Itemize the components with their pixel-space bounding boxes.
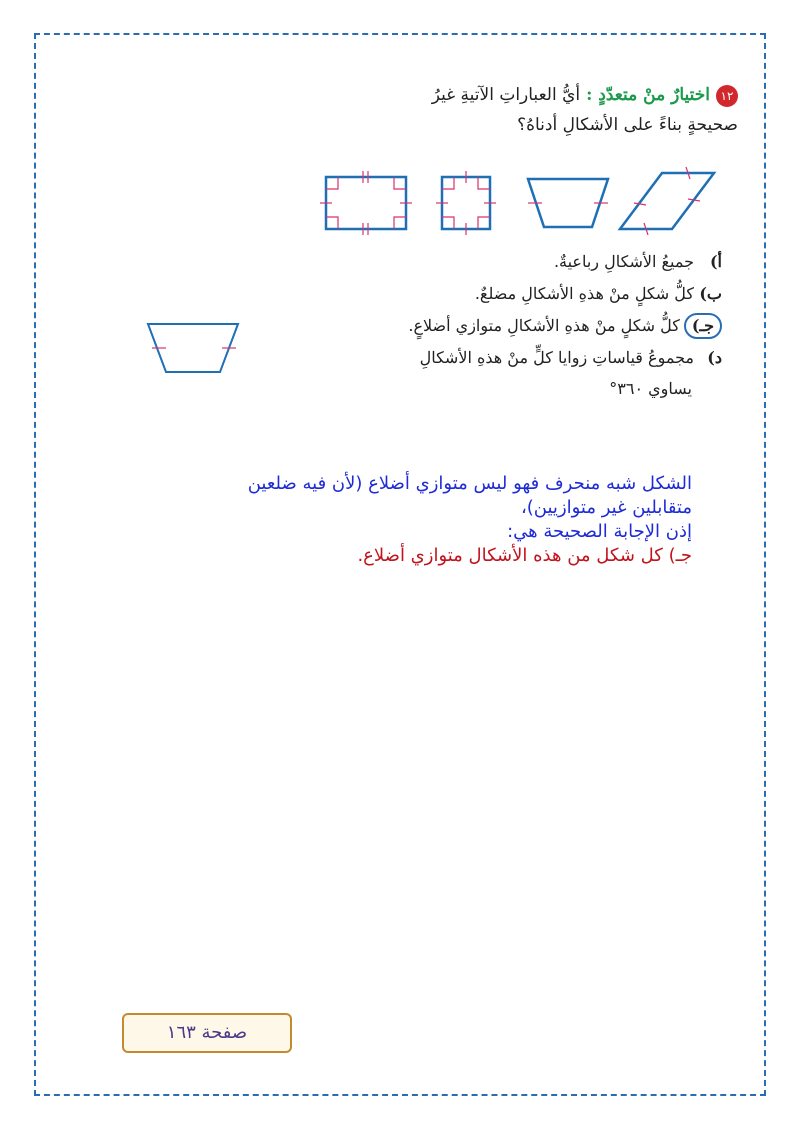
question-line2: صحيحةٍ بناءً على الأشكالِ أدناهُ؟ <box>517 115 738 135</box>
option-d-continuation: يساوي ٣٦٠° <box>609 379 692 398</box>
trapezoid-shape <box>528 179 608 227</box>
option-d[interactable] <box>162 342 722 374</box>
answer-block <box>112 472 692 568</box>
rectangle-shape <box>320 171 412 235</box>
page-number-tab: صفحة ١٦٣ <box>122 1013 292 1053</box>
shapes-figure <box>318 165 718 235</box>
option-a-text: جميعُ الأشكالِ رباعيةٌ. <box>553 252 694 271</box>
question-number: ١٢ <box>716 85 738 107</box>
answer-line2: متقابلين غير متوازيين)، <box>520 497 692 518</box>
answer-line3: إذن الإجابة الصحيحة هي: <box>507 521 692 542</box>
question-tag: اختيارٌ منْ متعدّدٍ : <box>586 85 710 105</box>
options-list <box>162 246 722 404</box>
answer-line4: جـ) كل شكل من هذه الأشكال متوازي أضلاع. <box>357 545 692 566</box>
option-b[interactable] <box>162 278 722 310</box>
option-b-letter: ب) <box>699 284 722 303</box>
option-a-letter: أ) <box>709 252 722 271</box>
square-shape <box>436 171 496 235</box>
option-c[interactable] <box>162 310 722 342</box>
option-c-letter-circled: جـ) <box>684 313 722 339</box>
option-b-text: كلُّ شكلٍ منْ هذهِ الأشكالِ مضلعٌ. <box>474 284 694 303</box>
question-line1: أيُّ العباراتِ الآتيةِ غيرُ <box>431 85 581 105</box>
option-a[interactable] <box>162 246 722 278</box>
rhombus-shape <box>620 167 714 235</box>
option-d-text: مجموعُ قياساتِ زوايا كلٍّ منْ هذهِ الأشكالِ <box>419 348 694 367</box>
answer-line1: الشكل شبه منحرف فهو ليس متوازي أضلاع (لأن فيه ضلعين <box>247 473 692 494</box>
option-d-letter: د) <box>707 348 722 367</box>
question-header <box>98 80 738 140</box>
option-c-text: كلُّ شكلٍ منْ هذهِ الأشكالِ متوازي أضلاعٍ. <box>408 316 680 335</box>
